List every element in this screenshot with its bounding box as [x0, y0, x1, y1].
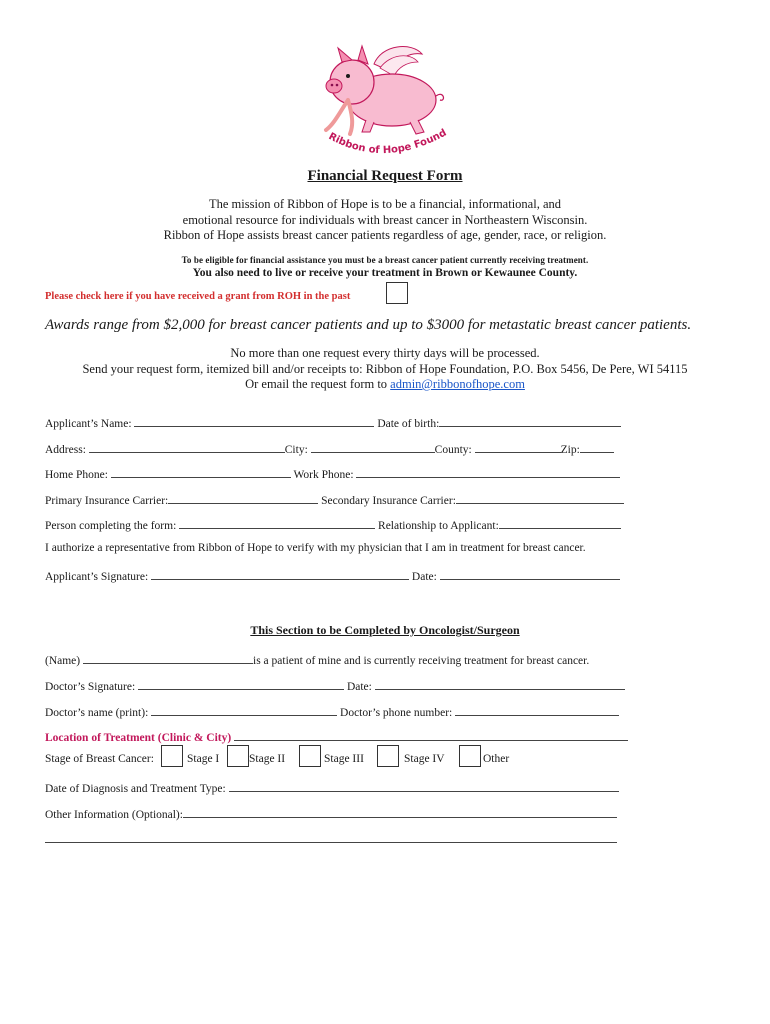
- ribbon-of-hope-logo: [312, 42, 458, 164]
- stage-3-checkbox[interactable]: [299, 745, 321, 767]
- address-field[interactable]: [89, 440, 285, 453]
- other-info-continuation-row: [45, 830, 617, 846]
- other-info-label: Other Information (Optional):: [45, 809, 183, 821]
- patient-name-field[interactable]: [83, 651, 253, 664]
- residency-note: You also need to live or receive your treatment in Brown or Kewaunee County.: [192, 267, 578, 279]
- zip-field[interactable]: [580, 440, 614, 453]
- secondary-insurance-label: Secondary Insurance Carrier:: [321, 495, 456, 507]
- patient-confirmation-text: is a patient of mine and is currently receiving treatment for breast cancer.: [253, 655, 590, 667]
- home-phone-field[interactable]: [111, 465, 291, 478]
- signature-date-field[interactable]: [440, 567, 620, 580]
- phone-row: [45, 465, 620, 481]
- city-field[interactable]: [311, 440, 435, 453]
- applicant-name-row: [45, 414, 621, 430]
- doctor-name-label: Doctor’s name (print):: [45, 707, 149, 719]
- email-prefix: Or email the request form to: [245, 377, 391, 391]
- eligibility-note: To be eligible for financial assistance you must be a breast cancer patient currently receiving treatment.: [181, 255, 589, 265]
- frequency-note: No more than one request every thirty days will be processed.: [230, 346, 540, 360]
- flying-pig-icon: [312, 42, 458, 164]
- submission-info: [0, 346, 770, 393]
- doctor-phone-label: Doctor’s phone number:: [340, 707, 453, 719]
- primary-insurance-field[interactable]: [168, 491, 318, 504]
- svg-text:Ribbon of Hope Foundation: Ribbon of Hope Found: [326, 127, 449, 157]
- authorization-text: I authorize a representative from Ribbon of Hope to verify with my physician that I am in treatment for breast cancer.: [45, 542, 586, 554]
- city-label: City:: [284, 444, 308, 456]
- other-info-row: [45, 805, 617, 821]
- doctor-signature-row: [45, 677, 625, 693]
- location-field[interactable]: [234, 728, 628, 741]
- work-phone-field[interactable]: [356, 465, 620, 478]
- applicant-signature-label: Applicant’s Signature:: [45, 571, 149, 583]
- county-field[interactable]: [475, 440, 561, 453]
- person-completing-field[interactable]: [179, 516, 375, 529]
- other-info-continuation-field[interactable]: [45, 830, 617, 843]
- completer-row: [45, 516, 621, 532]
- doctor-date-label: Date:: [346, 681, 372, 693]
- doctor-name-field[interactable]: [151, 703, 337, 716]
- insurance-row: [45, 491, 624, 507]
- patient-name-label: (Name): [45, 655, 81, 667]
- diagnosis-label: Date of Diagnosis and Treatment Type:: [45, 783, 226, 795]
- applicant-signature-field[interactable]: [151, 567, 409, 580]
- secondary-insurance-field[interactable]: [456, 491, 624, 504]
- relationship-field[interactable]: [499, 516, 621, 529]
- signature-date-label: Date:: [411, 571, 437, 583]
- location-label: Location of Treatment (Clinic & City): [45, 732, 232, 744]
- date-of-birth-label: Date of birth:: [377, 418, 440, 430]
- cancer-stage-row: [45, 745, 725, 769]
- mission-statement: [0, 197, 770, 244]
- stage-3-label: Stage III: [324, 753, 364, 765]
- email-line: [0, 377, 770, 393]
- prior-grant-label: Please check here if you have received a grant from ROH in the past: [45, 291, 351, 302]
- doctor-signature-field[interactable]: [138, 677, 344, 690]
- county-label: County:: [434, 444, 472, 456]
- stage-4-label: Stage IV: [404, 753, 445, 765]
- person-completing-label: Person completing the form:: [45, 520, 177, 532]
- mission-line: emotional resource for individuals with breast cancer in Northeastern Wisconsin.: [182, 212, 588, 227]
- email-link[interactable]: admin@ribbonofhope.com: [390, 377, 525, 391]
- prior-grant-row: [45, 291, 350, 302]
- stage-4-checkbox[interactable]: [377, 745, 399, 767]
- location-row: [45, 728, 628, 744]
- stage-2-label: Stage II: [249, 753, 286, 765]
- diagnosis-field[interactable]: [229, 779, 619, 792]
- zip-label: Zip:: [560, 444, 580, 456]
- mission-line: Ribbon of Hope assists breast cancer patients regardless of age, gender, race, or religion.: [163, 228, 607, 242]
- diagnosis-row: [45, 779, 619, 795]
- address-label: Address:: [45, 444, 86, 456]
- stage-1-label: Stage I: [187, 753, 220, 765]
- doctor-phone-field[interactable]: [455, 703, 619, 716]
- home-phone-label: Home Phone:: [45, 469, 108, 481]
- stage-1-checkbox[interactable]: [161, 745, 183, 767]
- form-title: Financial Request Form: [307, 168, 463, 184]
- oncologist-section-title: This Section to be Completed by Oncologist/Surgeon: [250, 623, 520, 637]
- applicant-signature-row: [45, 567, 620, 583]
- mission-line: The mission of Ribbon of Hope is to be a financial, informational, and: [208, 197, 561, 211]
- primary-insurance-label: Primary Insurance Carrier:: [45, 495, 169, 507]
- awards-text: Awards range from $2,000 for breast cancer patients and up to $3000 for metastatic breast cancer patients.: [45, 317, 692, 333]
- stage-label: Stage of Breast Cancer:: [45, 753, 154, 765]
- stage-2-checkbox[interactable]: [227, 745, 249, 767]
- stage-other-label: Other: [483, 753, 510, 765]
- mailing-address: Send your request form, itemized bill and/or receipts to: Ribbon of Hope Foundation, P.O. Box 5456, De Pere, WI 54115: [82, 361, 688, 376]
- doctor-signature-label: Doctor’s Signature:: [45, 681, 136, 693]
- doctor-name-row: [45, 703, 619, 719]
- stage-other-checkbox[interactable]: [459, 745, 481, 767]
- prior-grant-checkbox[interactable]: [386, 282, 408, 304]
- relationship-label: Relationship to Applicant:: [378, 520, 499, 532]
- work-phone-label: Work Phone:: [293, 469, 354, 481]
- applicant-name-field[interactable]: [134, 414, 374, 427]
- address-row: [45, 440, 614, 456]
- applicant-name-label: Applicant’s Name:: [45, 418, 132, 430]
- other-info-field[interactable]: [183, 805, 617, 818]
- patient-name-row: [45, 651, 589, 667]
- doctor-date-field[interactable]: [375, 677, 625, 690]
- date-of-birth-field[interactable]: [439, 414, 621, 427]
